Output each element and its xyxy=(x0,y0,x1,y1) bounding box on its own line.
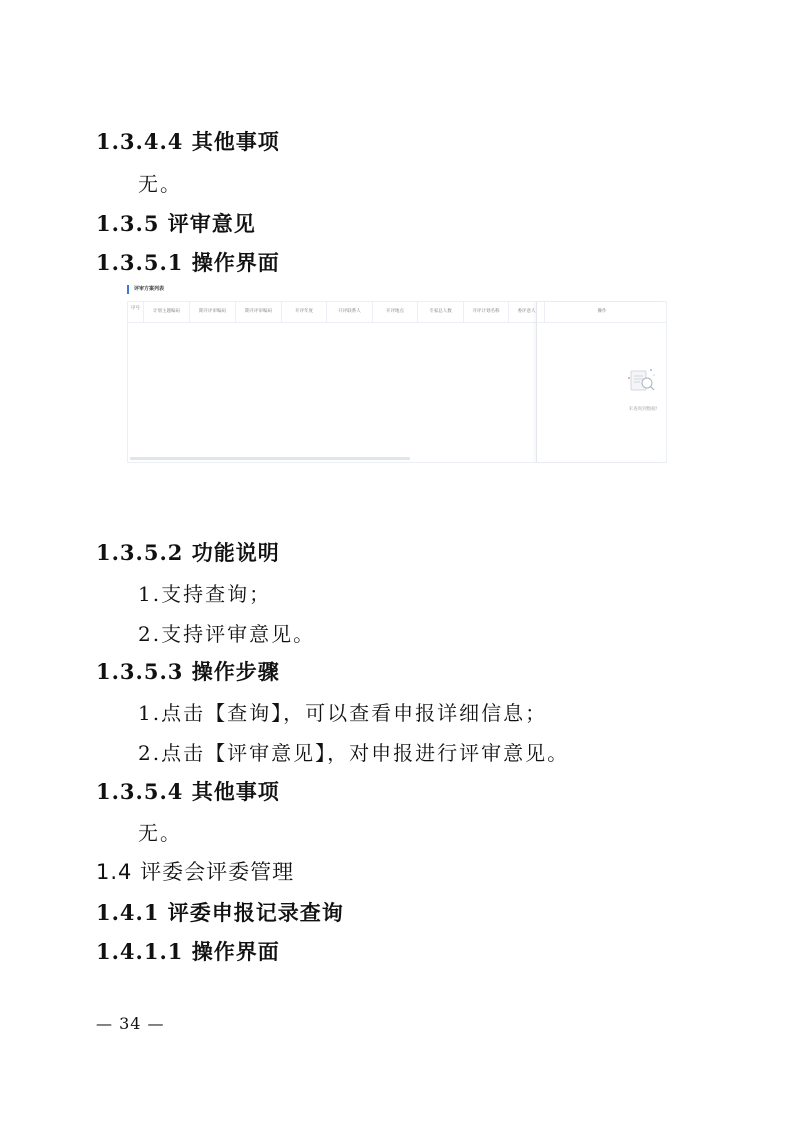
heading-1-3-5-2: 1.3.5.2 功能说明 xyxy=(96,540,280,565)
page-number: — 34 — xyxy=(96,1014,165,1033)
paragraph-step-2: 2.点击【评审意见】，对申报进行评审意见。 xyxy=(138,741,570,765)
horizontal-scrollbar[interactable] xyxy=(130,457,410,460)
operation-column xyxy=(536,302,667,462)
column-header-seq: 序号 xyxy=(128,302,144,322)
column-header: 开评联系人 xyxy=(327,302,373,322)
review-plan-list-screenshot xyxy=(127,282,667,462)
paragraph-none-2: 无。 xyxy=(138,821,182,845)
column-header: 计划主题编码 xyxy=(144,302,190,322)
heading-1-3-5: 1.3.5 评审意见 xyxy=(96,211,256,236)
paragraph-none-1: 无。 xyxy=(138,172,182,196)
column-header: 期开评审编码 xyxy=(236,302,282,322)
data-table xyxy=(127,301,667,463)
column-header: 开评年度 xyxy=(282,302,327,322)
paragraph-step-1: 1.点击【查询】，可以查看申报详细信息； xyxy=(138,701,548,725)
list-title: 评审方案列表 xyxy=(127,285,164,294)
paragraph-func-1: 1.支持查询； xyxy=(138,582,272,606)
column-header: 期开评审编码 xyxy=(190,302,236,322)
empty-data-icon xyxy=(625,364,659,394)
heading-1-3-5-4: 1.3.5.4 其他事项 xyxy=(96,779,280,804)
empty-data-text: 未查询到数据! xyxy=(628,407,658,412)
column-header: 委评意人 xyxy=(509,302,545,322)
column-header: 开评地点 xyxy=(373,302,418,322)
operation-header: 操作 xyxy=(537,302,667,323)
heading-1-3-5-3: 1.3.5.3 操作步骤 xyxy=(96,659,280,684)
heading-1-3-5-1: 1.3.5.1 操作界面 xyxy=(96,250,280,275)
column-header: 专家总人数 xyxy=(418,302,464,322)
heading-1-4-1-1: 1.4.1.1 操作界面 xyxy=(96,939,280,964)
heading-1-4-1: 1.4.1 评委申报记录查询 xyxy=(96,900,344,925)
table-header-row xyxy=(128,302,536,323)
heading-1-4: 1.4 评委会评委管理 xyxy=(96,860,295,884)
column-header: 开评计划名称 xyxy=(464,302,509,322)
heading-1-3-4-4: 1.3.4.4 其他事项 xyxy=(96,129,280,154)
paragraph-func-2: 2.支持评审意见。 xyxy=(138,622,316,646)
